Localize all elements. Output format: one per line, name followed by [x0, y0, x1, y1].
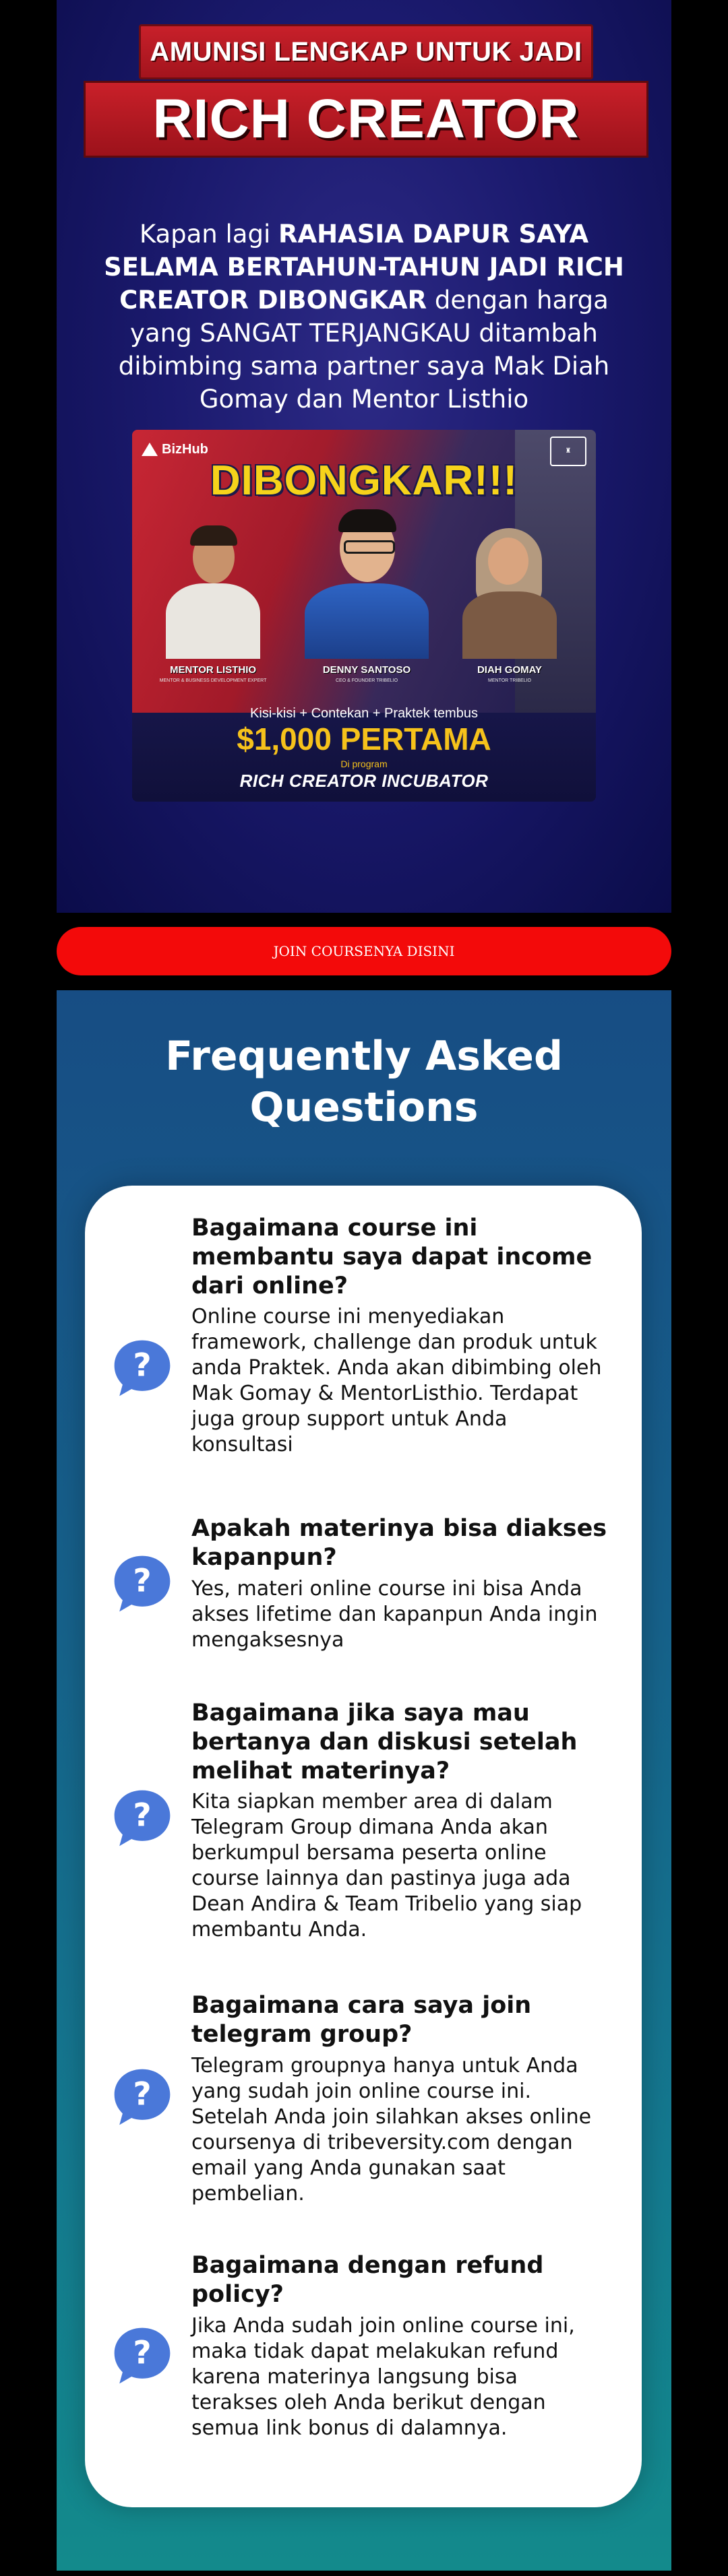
person-body: [305, 583, 429, 659]
hero-copy: [97, 218, 631, 416]
svg-text:?: ?: [133, 2075, 152, 2113]
question-bubble-icon: [111, 1786, 174, 1850]
person-hair: [190, 525, 237, 546]
promo-price: $1,000 PERTAMA: [237, 721, 491, 756]
faq-question: Bagaimana dengan refund policy?: [191, 2252, 544, 2308]
faq-card: [85, 1186, 642, 2507]
faq-question: Bagaimana cara saya join telegram group?: [191, 1992, 532, 2048]
triangle-logo-icon: [142, 443, 158, 456]
faq-title: [57, 1031, 671, 1133]
faq-answer: Online course ini menyediakan framework, challenge dan produk untuk anda Praktek. Anda akan dibimbing oleh Mak Gomay & MentorListhio. Terdapat juga group support untuk Anda konsultasi: [191, 1305, 602, 1456]
person-name-left: MENTOR LISTHIO: [169, 664, 257, 676]
glasses-icon: [344, 540, 395, 554]
person-photo-right: [456, 524, 564, 659]
question-bubble-icon: [111, 1552, 174, 1615]
faq-title-text: Frequently Asked Questions: [165, 1033, 563, 1131]
hero-ribbon: AMUNISI LENGKAP UNTUK JADI: [139, 24, 593, 79]
faq-question: Bagaimana course ini membantu saya dapat income dari online?: [191, 1215, 593, 1299]
svg-text:?: ?: [133, 1347, 152, 1384]
question-bubble-icon: [111, 2324, 174, 2387]
faq-answer: Telegram groupnya hanya untuk Anda yang sudah join online course ini. Setelah Anda join silahkan akses online coursenya di tribeversity.com dengan email yang Anda gunakan saat pembelian.: [191, 2054, 592, 2205]
person-head: [488, 538, 528, 585]
faq-question: Apakah materinya bisa diakses kapanpun?: [191, 1515, 607, 1571]
hero-copy-highlight: RAHASIA DAPUR SAYA SELAMA BERTAHUN-TAHUN JADI RICH CREATOR DIBONGKAR: [104, 220, 624, 315]
person-name-right: DIAH GOMAY: [477, 664, 543, 676]
faq-answer: Jika Anda sudah join online course ini, maka tidak dapat melakukan refund karena materinya langsung bisa terakses oleh Anda berikut dengan semua link bonus di dalamnya.: [191, 2314, 575, 2440]
faq-answer: Yes, materi online course ini bisa Anda akses lifetime dan kapanpun Anda ingin mengaksesnya: [191, 1577, 598, 1652]
join-course-button[interactable]: JOIN COURSENYA DISINI: [57, 927, 671, 975]
promo-program-name: RICH CREATOR INCUBATOR: [239, 771, 489, 791]
person-role-center: CEO & FOUNDER TRIBELIO: [335, 678, 398, 683]
person-body: [166, 583, 260, 659]
faq-answer: Kita siapkan member area di dalam Telegram Group dimana Anda akan berkumpul bersama peserta online course lainnya dan pastinya juga ada Dean Andira & Team Tribelio yang siap membantu Anda.: [191, 1790, 582, 1941]
promo-image: [132, 430, 596, 802]
faq-section: [57, 990, 671, 2571]
person-body: [462, 591, 557, 659]
person-photo-left: [159, 524, 267, 659]
person-photo-center: [299, 509, 434, 659]
promo-logo-text: BizHub: [162, 441, 208, 457]
person-hair: [338, 509, 396, 532]
svg-text:?: ?: [133, 1797, 152, 1834]
hero-copy-lead: Kapan lagi: [139, 220, 278, 249]
crest-icon: ♜: [550, 437, 586, 466]
hero-copy-rest: dengan harga yang SANGAT TERJANGKAU ditambah dibimbing sama partner saya Mak Diah Gomay dan Mentor Listhio: [118, 286, 610, 414]
promo-title: DIBONGKAR!!!: [210, 457, 518, 504]
faq-question: Bagaimana jika saya mau bertanya dan diskusi setelah melihat materinya?: [191, 1700, 578, 1784]
hero-banner: RICH CREATOR: [84, 81, 648, 158]
hero-section: [57, 0, 671, 913]
question-bubble-icon: [111, 1337, 174, 1400]
svg-text:?: ?: [133, 2334, 152, 2372]
svg-text:?: ?: [133, 1562, 152, 1600]
question-bubble-icon: [111, 2065, 174, 2129]
promo-program-label: Di program: [340, 759, 388, 769]
promo-subtitle: Kisi-kisi + Contekan + Praktek tembus: [250, 706, 478, 721]
person-role-right: MENTOR TRIBELIO: [488, 678, 531, 683]
person-name-center: DENNY SANTOSO: [322, 664, 411, 676]
person-role-left: MENTOR & BUSINESS DEVELOPMENT EXPERT: [159, 678, 267, 683]
